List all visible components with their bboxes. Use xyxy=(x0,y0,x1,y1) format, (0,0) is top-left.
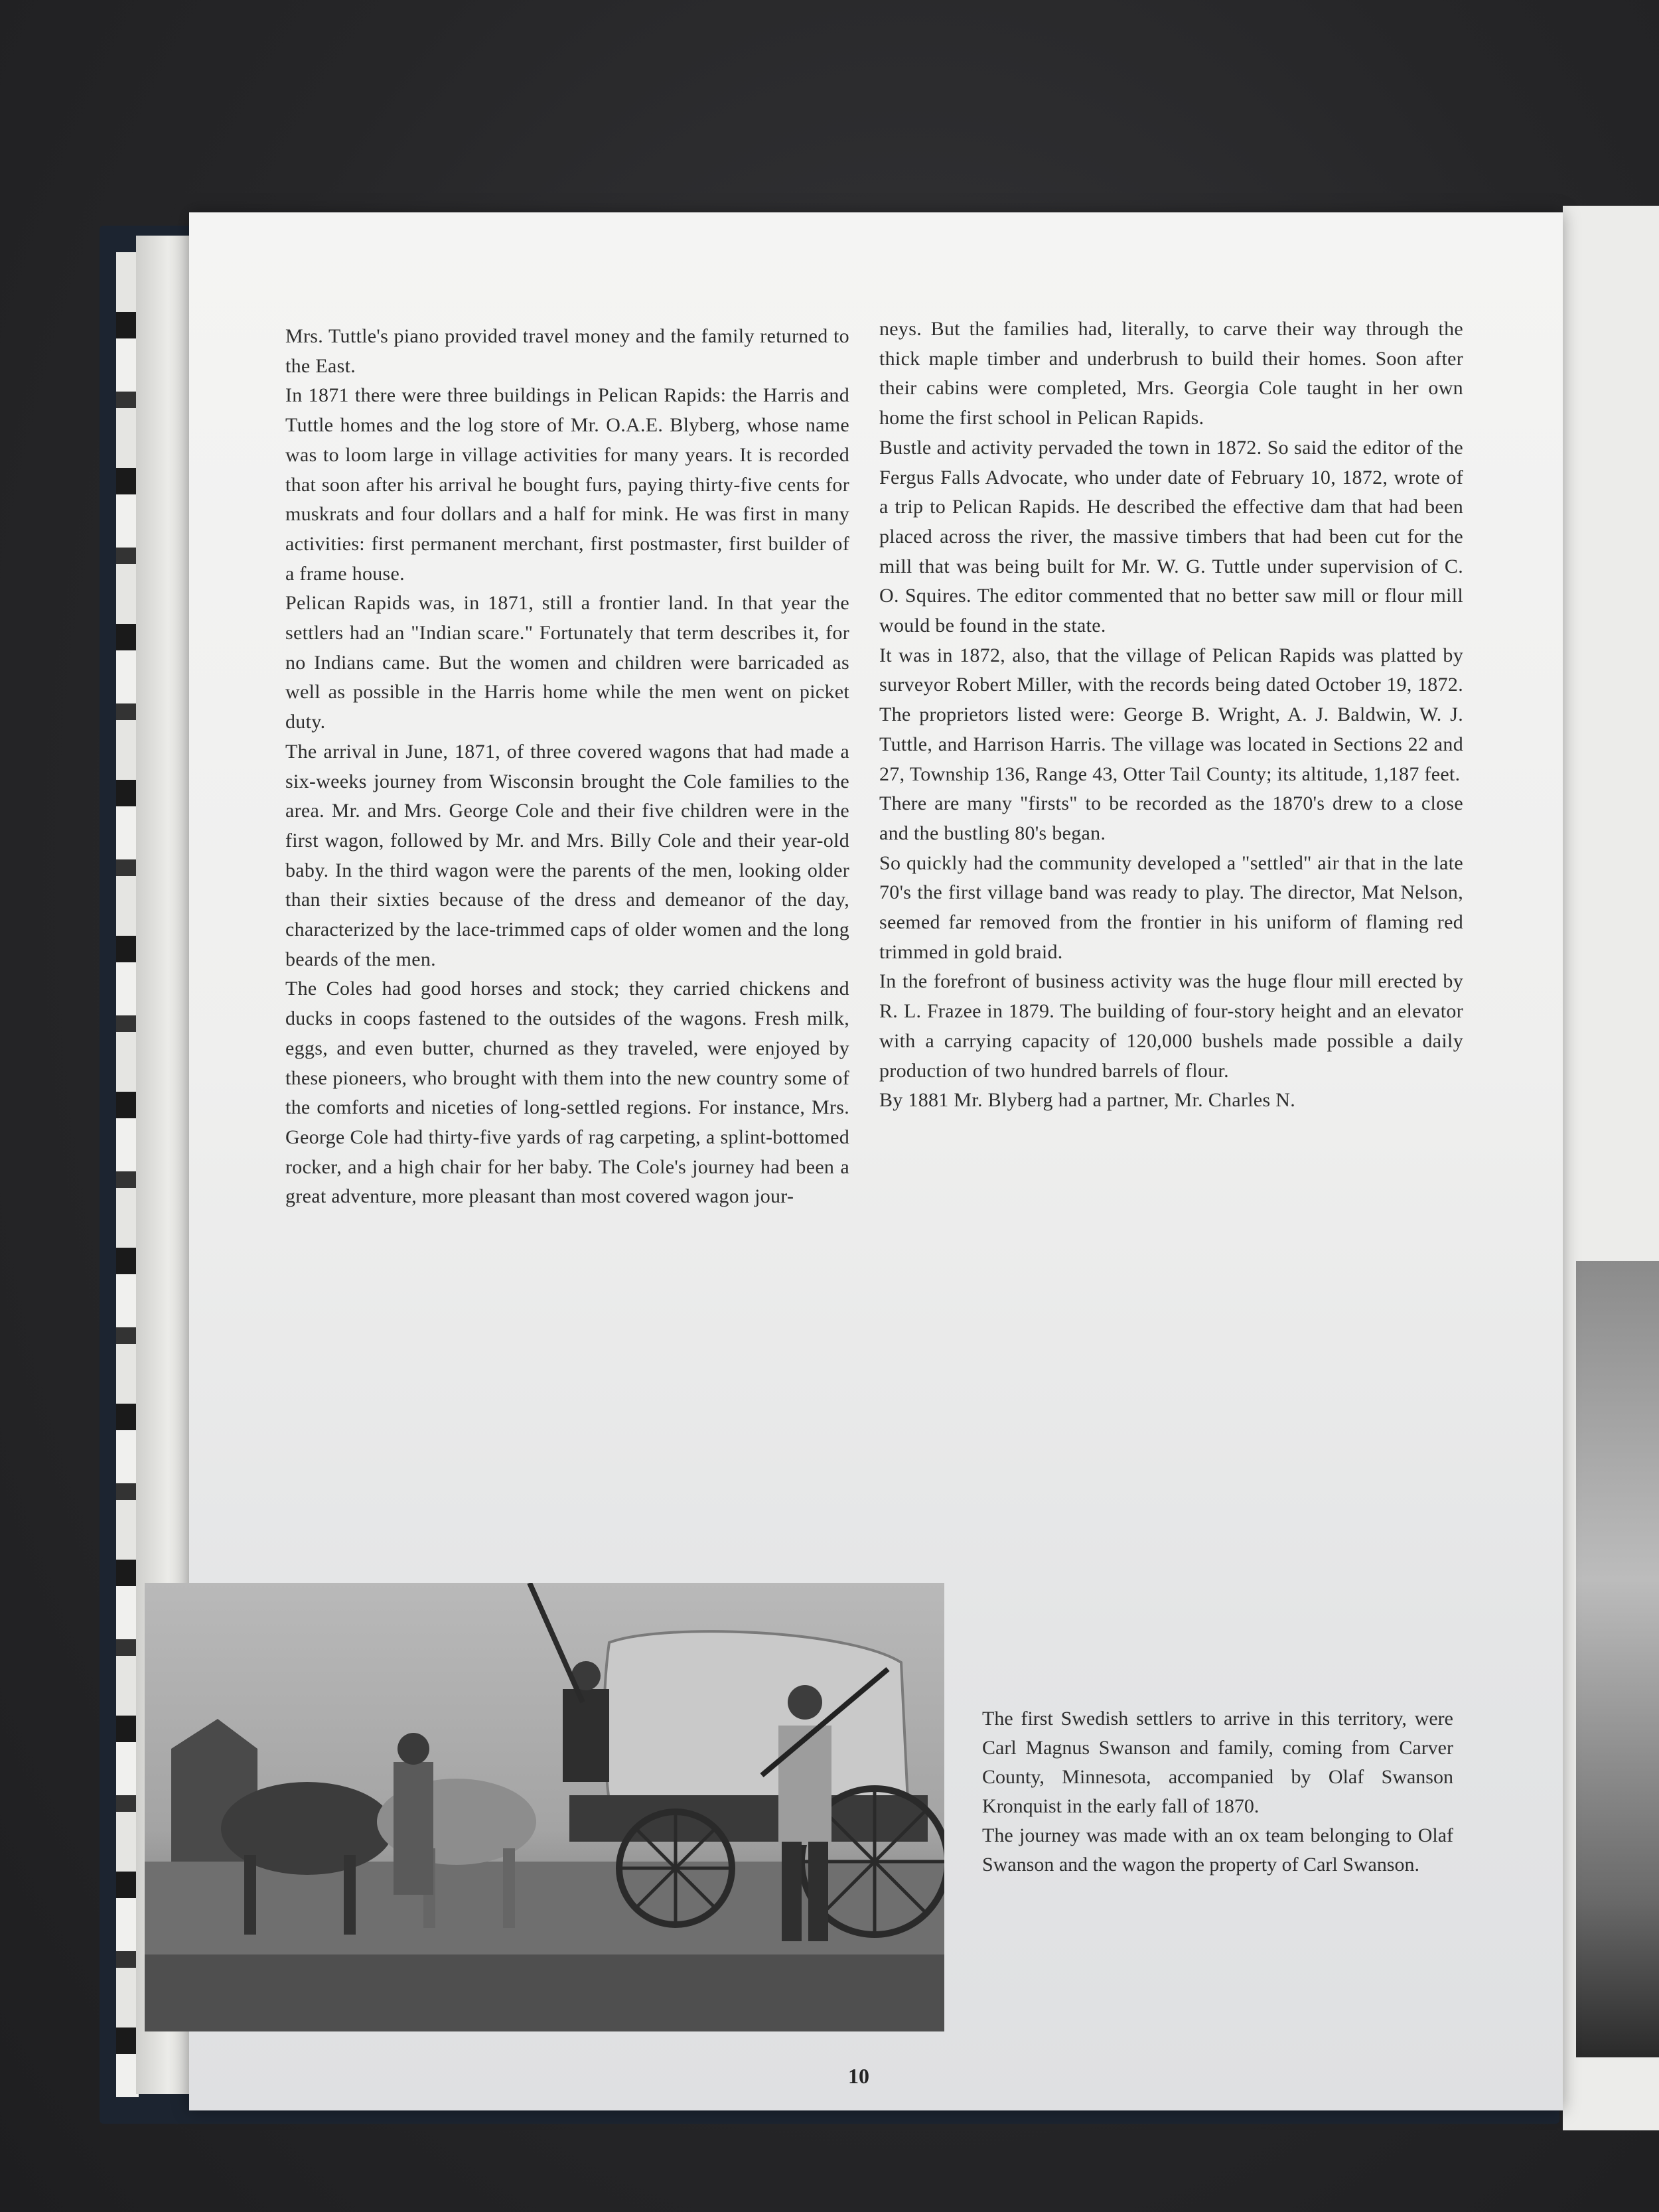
page-number: 10 xyxy=(848,2064,869,2088)
paragraph: neys. But the families had, literally, to carve their way through the thick maple timber and underbrush to build their homes. Soon after their cabins were completed, Mrs. Georgia Cole taught in her own home the first school in Pelican Rapids. xyxy=(879,318,1463,429)
paragraph: It was in 1872, also, that the village of Pelican Rapids was platted by surveyor Robert Miller, with the records being dated October 19, 1872. The proprietors listed were: George B. Wright, A. J. Baldwin, W. J. Tuttle, and Harrison Harris. The village was located in Sections 22 and 27, Township 136, Range 43, Otter Tail County; its altitude, 1,187 feet. xyxy=(879,644,1463,785)
caption-paragraph: The journey was made with an ox team belonging to Olaf Swanson and the wagon the property of Carl Swanson. xyxy=(982,1824,1453,1876)
paragraph: Mrs. Tuttle's piano provided travel money and the family returned to the East. xyxy=(285,325,849,377)
article-left-column xyxy=(285,322,849,1212)
paragraph: In the forefront of business activity was the huge flour mill erected by R. L. Frazee in 1879. The building of four-story height and an elevator with a carrying capacity of 120,000 bushels made possible a daily production of two hundred barrels of flour. xyxy=(879,970,1463,1082)
paragraph: So quickly had the community developed a "settled" air that in the late 70's the first village band was ready to play. The director, Mat Nelson, seemed far removed from the frontier in his uniform of flaming red trimmed in gold braid. xyxy=(879,851,1463,963)
paragraph: Bustle and activity pervaded the town in 1872. So said the editor of the Fergus Falls Advocate, who under date of February 10, 1872, wrote of a trip to Pelican Rapids. He described the effective dam that had been placed across the river, the massive timbers that had been cut for the mill that was being built for Mr. W. G. Tuttle under supervision of C. O. Squires. The editor commented that no better saw mill or flour mill would be found in the state. xyxy=(879,436,1463,637)
photo-caption xyxy=(982,1704,1453,1880)
paragraph: There are many "firsts" to be recorded as the 1870's drew to a close and the bustling 80's began. xyxy=(879,792,1463,844)
paragraph: By 1881 Mr. Blyberg had a partner, Mr. Charles N. xyxy=(879,1089,1296,1112)
article-right-column xyxy=(879,315,1463,1116)
paragraph: Pelican Rapids was, in 1871, still a frontier land. In that year the settlers had an "Indian scare." Fortunately that term describes it, for no Indians came. But the women and children were barricaded as well as possible in the Harris home while the men went on picket duty. xyxy=(285,592,849,733)
paragraph: The arrival in June, 1871, of three covered wagons that had made a six-weeks journey from Wisconsin brought the Cole families to the area. Mr. and Mrs. George Cole and their five children were in the first wagon, followed by Mr. and Mrs. Billy Cole and their year-old baby. In the third wagon were the parents of the men, looking older than their sixties because of the dress and demeanor of the day, characterized by the lace-trimmed caps of older women and the long beards of the men. xyxy=(285,740,849,970)
covered-wagon-photo xyxy=(145,1583,944,2031)
page-edge-strip xyxy=(116,252,139,2097)
caption-paragraph: The first Swedish settlers to arrive in this territory, were Carl Magnus Swanson and family, coming from Carver County, Minnesota, accompanied by Olaf Swanson Kronquist in the early fall of 1870. xyxy=(982,1708,1453,1817)
paragraph: The Coles had good horses and stock; they carried chickens and ducks in coops fastened to the outsides of the wagons. Fresh milk, eggs, and even butter, churned as they traveled, were enjoyed by these pioneers, who brought with them into the new country some of the comforts and niceties of long-settled regions. For instance, Mrs. George Cole had thirty-five yards of rag carpeting, a splint-bottomed rocker, and a high chair for her baby. The Cole's journey had been a great adventure, more pleasant than most covered wagon jour- xyxy=(285,978,849,1208)
paragraph: In 1871 there were three buildings in Pelican Rapids: the Harris and Tuttle homes and the log store of Mr. O.A.E. Blyberg, whose name was to loom large in village activities for many years. It is recorded that soon after his arrival he bought furs, paying thirty-five cents for muskrats and four dollars and a half for mink. He was first in many activities: first permanent merchant, first postmaster, first builder of a frame house. xyxy=(285,384,849,585)
facing-page-photo xyxy=(1576,1261,1659,2057)
